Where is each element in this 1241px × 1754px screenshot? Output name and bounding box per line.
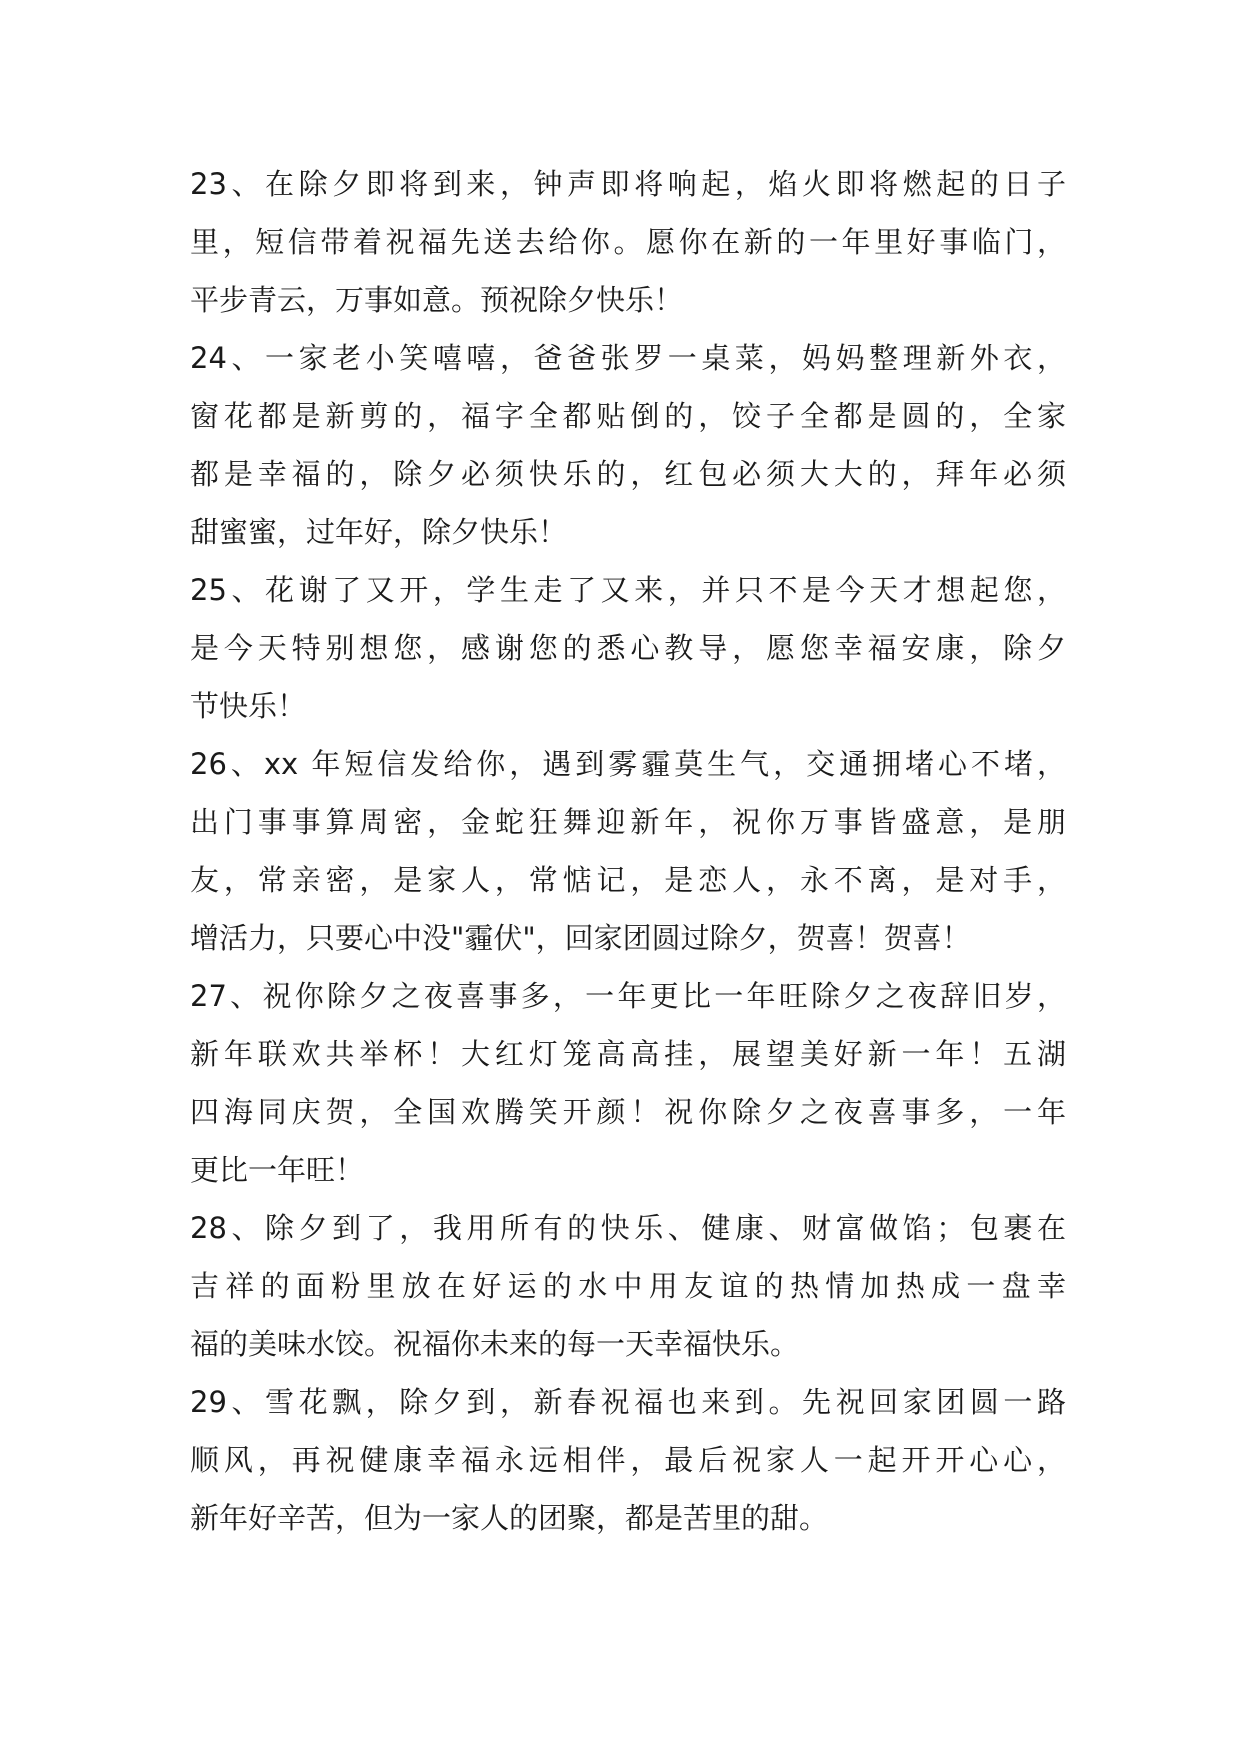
text-line: 新年联欢共举杯！大红灯笼高高挂，展望美好新一年！五湖 [190,1037,1066,1071]
paragraph-28 [190,1199,1066,1373]
text-line: 23、在除夕即将到来，钟声即将响起，焰火即将燃起的日子 [190,167,1066,201]
text-line: 吉祥的面粉里放在好运的水中用友谊的热情加热成一盘幸 [190,1269,1066,1303]
text-line: 25、花谢了又开，学生走了又来，并只不是今天才想起您， [190,573,1066,607]
text-line: 新年好辛苦，但为一家人的团聚，都是苦里的甜。 [190,1501,829,1535]
text-line: 29、雪花飘，除夕到，新春祝福也来到。先祝回家团圆一路 [190,1385,1066,1419]
text-line: 四海同庆贺，全国欢腾笑开颜！祝你除夕之夜喜事多，一年 [190,1095,1066,1129]
paragraph-26 [190,735,1066,967]
paragraph-29 [190,1373,1066,1547]
text-line: 是今天特别想您，感谢您的悉心教导，愿您幸福安康，除夕 [190,631,1066,665]
document-body [190,155,1066,1547]
paragraph-25 [190,561,1066,735]
text-line: 26、xx 年短信发给你，遇到雾霾莫生气，交通拥堵心不堵， [190,747,1066,781]
text-line: 福的美味水饺。祝福你未来的每一天幸福快乐。 [190,1327,800,1361]
text-line: 都是幸福的，除夕必须快乐的，红包必须大大的，拜年必须 [190,457,1066,491]
text-line: 24、一家老小笑嘻嘻，爸爸张罗一桌菜，妈妈整理新外衣， [190,341,1066,375]
text-line: 窗花都是新剪的，福字全都贴倒的，饺子全都是圆的，全家 [190,399,1066,433]
paragraph-27 [190,967,1066,1199]
text-line: 27、祝你除夕之夜喜事多，一年更比一年旺除夕之夜辞旧岁， [190,979,1066,1013]
text-line: 平步青云，万事如意。预祝除夕快乐！ [190,283,684,317]
text-line: 增活力，只要心中没"霾伏"，回家团圆过除夕，贺喜！贺喜！ [190,921,971,955]
text-line: 节快乐！ [190,689,307,723]
paragraph-23 [190,155,1066,329]
paragraph-24 [190,329,1066,561]
text-line: 更比一年旺！ [190,1153,365,1187]
text-line: 出门事事算周密，金蛇狂舞迎新年，祝你万事皆盛意，是朋 [190,805,1066,839]
text-line: 顺风，再祝健康幸福永远相伴，最后祝家人一起开开心心， [190,1443,1066,1477]
text-line: 友，常亲密，是家人，常惦记，是恋人，永不离，是对手， [190,863,1066,897]
text-line: 甜蜜蜜，过年好，除夕快乐！ [190,515,568,549]
text-line: 里，短信带着祝福先送去给你。愿你在新的一年里好事临门， [190,225,1066,259]
text-line: 28、除夕到了，我用所有的快乐、健康、财富做馅；包裹在 [190,1211,1066,1245]
